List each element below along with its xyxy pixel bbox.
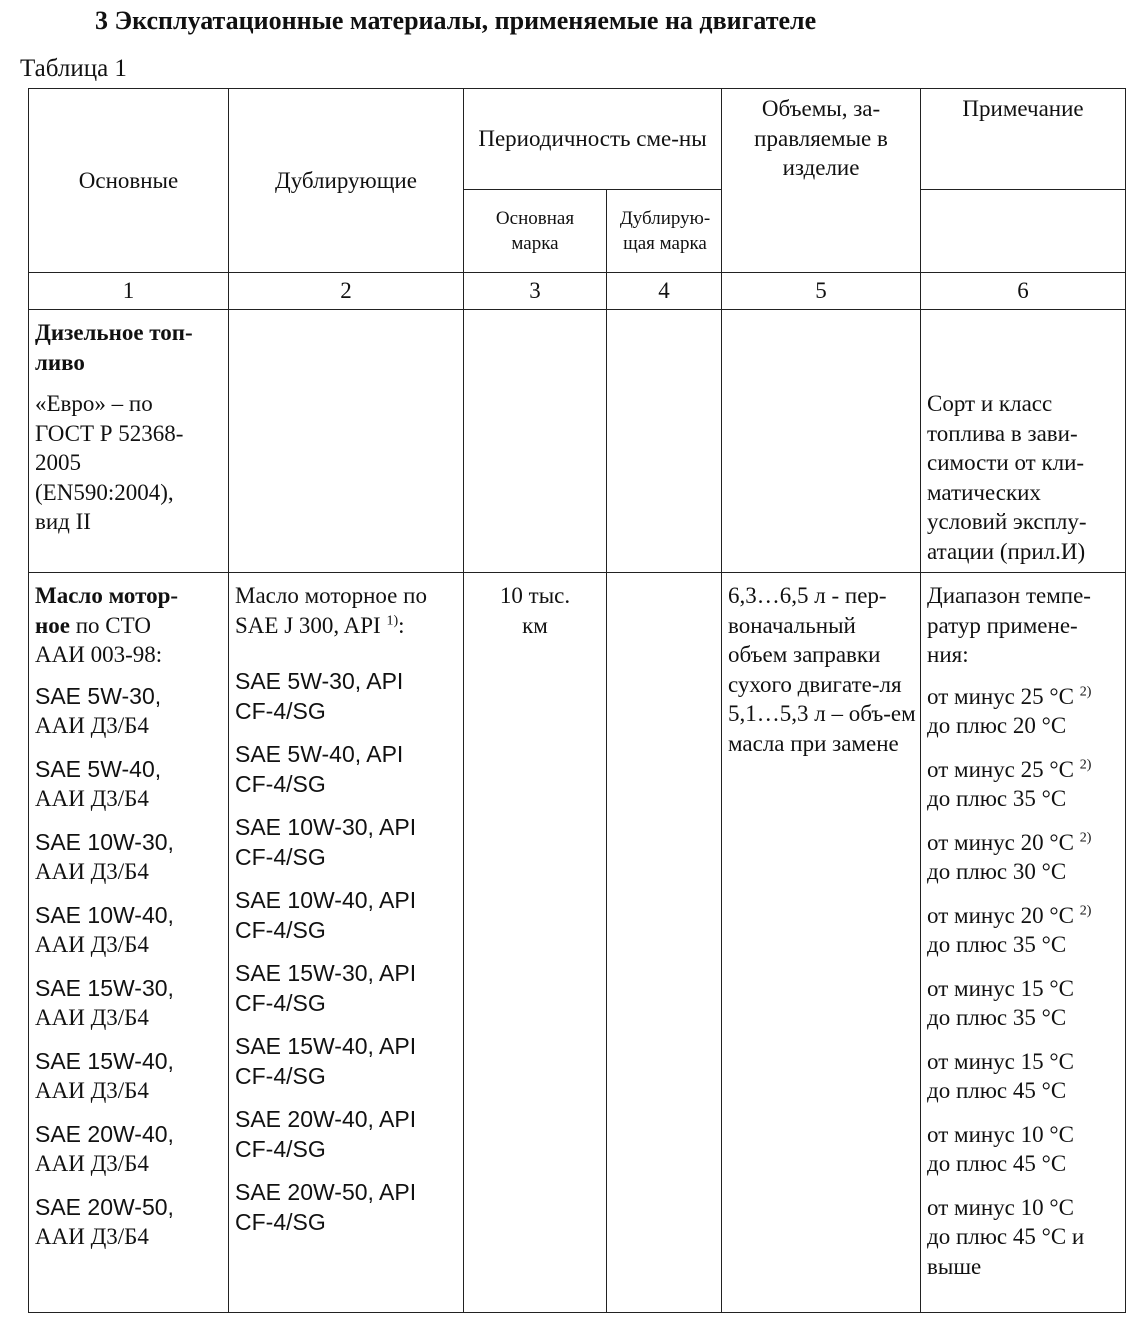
- oil-note-item: от минус 20 °С $^{2)}$ до плюс 30 °С: [927, 829, 1092, 884]
- oil-note: [921, 573, 1126, 1313]
- oil-note-item: от минус 15 °С до плюс 45 °С: [927, 1048, 1074, 1103]
- oil-dup-item: SAE 5W-30, API CF-4/SG: [235, 668, 404, 724]
- oil-dup-item: SAE 5W-40, API CF-4/SG: [235, 741, 404, 797]
- oil-row: [29, 573, 1126, 1313]
- oil-volume: 6,3…6,5 л - пер-воначальный объем заправки сухого двигате-ля 5,1…5,3 л – объ-ем масла при замене: [722, 573, 921, 1313]
- header-note: Примечание: [921, 89, 1126, 190]
- oil-note-item: от минус 15 °С до плюс 35 °С: [927, 975, 1074, 1030]
- oil-note-item: от минус 10 °С до плюс 45 °С и выше: [927, 1194, 1085, 1279]
- fuel-row: [29, 310, 1126, 573]
- oil-period-dup-empty: [607, 573, 722, 1313]
- header-volumes: Объемы, за-правляемые в изделие: [722, 89, 921, 273]
- fuel-main: [29, 310, 229, 573]
- fuel-title: Дизельное топ-ливо: [35, 320, 193, 375]
- oil-dup-item: SAE 10W-40, API CF-4/SG: [235, 887, 417, 943]
- col-number: 4: [607, 273, 722, 310]
- fuel-spec: «Евро» – по ГОСТ Р 52368-2005 (EN590:2004), вид II: [35, 391, 184, 534]
- fuel-volume-empty: [722, 310, 921, 573]
- header-main: Основные: [29, 89, 229, 273]
- fuel-note: Сорт и класс топлива в зави-симости от кли-матических условий эксплу-атации (прил.И): [921, 310, 1126, 573]
- header-dup: Дублирующие: [229, 89, 464, 273]
- col-number: 3: [464, 273, 607, 310]
- oil-main-item: SAE 20W-50, ААИ Д3/Б4: [35, 1193, 174, 1249]
- oil-dup-item: SAE 15W-30, API CF-4/SG: [235, 960, 417, 1016]
- header-period: Периодичность сме-ны: [464, 89, 722, 190]
- oil-note-item: от минус 10 °С до плюс 45 °С: [927, 1121, 1074, 1176]
- oil-dup-item: SAE 20W-50, API CF-4/SG: [235, 1179, 417, 1235]
- fuel-dup-empty: [229, 310, 464, 573]
- col-number: 6: [921, 273, 1126, 310]
- oil-main-item: SAE 5W-30, ААИ Д3/Б4: [35, 682, 162, 738]
- header-period-main: Основная марка: [464, 190, 607, 273]
- oil-main-item: SAE 20W-40, ААИ Д3/Б4: [35, 1120, 174, 1176]
- oil-dup-intro: Масло моторное по SAE J 300, API $^{1)}$:: [235, 583, 427, 638]
- materials-table: [28, 88, 1126, 1313]
- oil-main-item: SAE 15W-30, ААИ Д3/Б4: [35, 974, 174, 1030]
- col-number: 1: [29, 273, 229, 310]
- oil-note-item: от минус 25 °С $^{2)}$ до плюс 35 °С: [927, 756, 1092, 811]
- oil-period-main: 10 тыс. км: [464, 573, 607, 1313]
- oil-note-item: от минус 25 °С $^{2)}$ до плюс 20 °С: [927, 683, 1092, 738]
- table-caption: Таблица 1: [20, 55, 127, 82]
- col-number: 5: [722, 273, 921, 310]
- oil-title: Масло мотор-ное: [35, 583, 179, 638]
- oil-main-item: SAE 10W-40, ААИ Д3/Б4: [35, 901, 174, 957]
- oil-main-item: SAE 5W-40, ААИ Д3/Б4: [35, 755, 162, 811]
- oil-note-intro: Диапазон темпе-ратур примене-ния:: [927, 583, 1091, 667]
- header-note-empty: [921, 190, 1126, 273]
- oil-dup-item: SAE 20W-40, API CF-4/SG: [235, 1106, 417, 1162]
- fuel-period-dup-empty: [607, 310, 722, 573]
- col-number: 2: [229, 273, 464, 310]
- column-numbers-row: [29, 273, 1126, 310]
- oil-main: [29, 573, 229, 1313]
- oil-main-item: SAE 15W-40, ААИ Д3/Б4: [35, 1047, 174, 1103]
- oil-dup: [229, 573, 464, 1313]
- fuel-period-main-empty: [464, 310, 607, 573]
- section-title: 3 Эксплуатационные материалы, применяемые на двигателе: [95, 6, 817, 35]
- oil-dup-item: SAE 10W-30, API CF-4/SG: [235, 814, 417, 870]
- oil-dup-item: SAE 15W-40, API CF-4/SG: [235, 1033, 417, 1089]
- oil-note-item: от минус 20 °С $^{2)}$ до плюс 35 °С: [927, 902, 1092, 957]
- oil-title-rest: по СТО ААИ 003-98:: [35, 612, 163, 667]
- header-period-dup: Дублирую-щая марка: [607, 190, 722, 273]
- oil-main-item: SAE 10W-30, ААИ Д3/Б4: [35, 828, 174, 884]
